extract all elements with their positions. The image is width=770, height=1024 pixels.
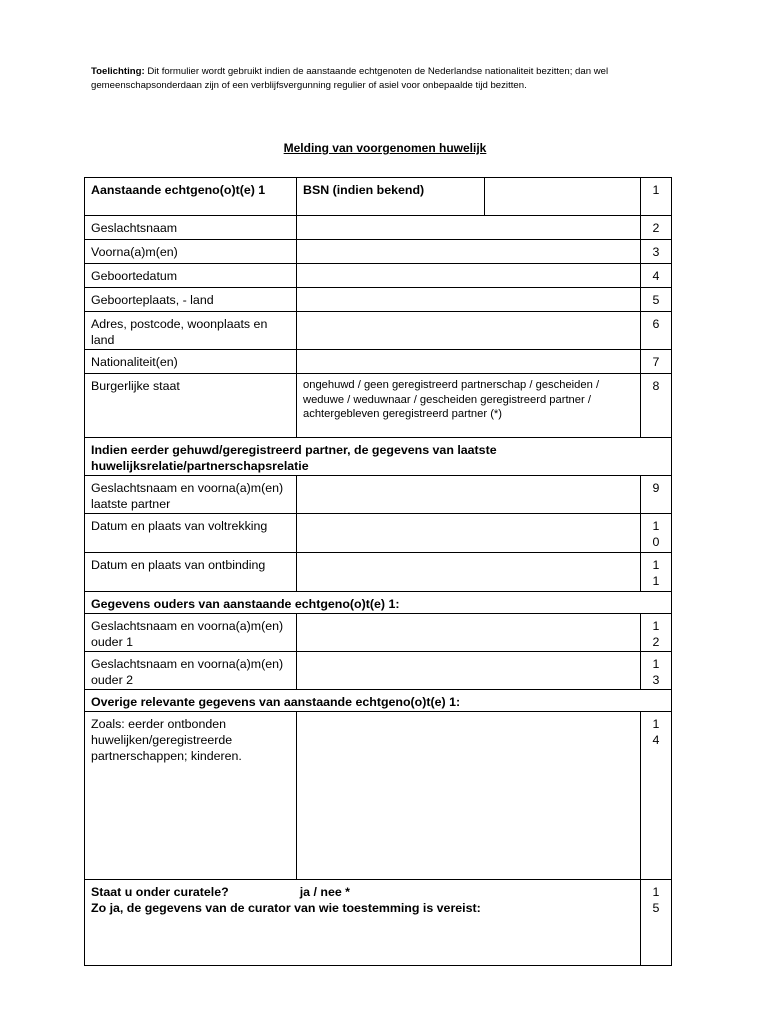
table-row-birthplace (85, 288, 672, 312)
dissolution-date-field[interactable] (297, 553, 641, 592)
section-other-heading: Overige relevante gegevens van aanstaande echtgeno(o)t(e) 1: (85, 690, 672, 712)
bsn-field[interactable] (485, 178, 641, 216)
surname-field[interactable] (297, 216, 641, 240)
row-number: 12 (641, 614, 672, 652)
row-number: 2 (641, 216, 672, 240)
parent-1-field[interactable] (297, 614, 641, 652)
section-parents-heading-row (85, 592, 672, 614)
row-number: 10 (641, 514, 672, 553)
nationality-label: Nationaliteit(en) (85, 350, 297, 374)
curatele-question: Staat u onder curatele? (91, 885, 229, 899)
intro-note (91, 65, 691, 93)
spouse-header-label: Aanstaande echtgeno(o)t(e) 1 (85, 178, 297, 216)
row-number: 4 (641, 264, 672, 288)
marriage-form-table (84, 177, 672, 966)
row-number: 7 (641, 350, 672, 374)
row-number: 1 (641, 178, 672, 216)
table-row-parent-2 (85, 652, 672, 690)
intro-text: Dit formulier wordt gebruikt indien de aanstaande echtgenoten de Nederlandse nationaliteit bezitten; dan wel gemeenschapsonderdaan zijn of een verblijfsvergunning regulier of asiel voor onbepaalde tijd bezitten. (91, 66, 609, 91)
last-partner-label: Geslachtsnaam en voorna(a)m(en) laatste partner (85, 476, 297, 514)
address-field[interactable] (297, 312, 641, 350)
birthplace-field[interactable] (297, 288, 641, 312)
table-row-address (85, 312, 672, 350)
section-previous-heading: Indien eerder gehuwd/geregistreerd partner, de gegevens van laatste huwelijksrelatie/partnerschapsrelatie (85, 438, 672, 476)
table-row-parent-1 (85, 614, 672, 652)
row-number: 14 (641, 712, 672, 880)
table-row-last-partner (85, 476, 672, 514)
table-row-surname (85, 216, 672, 240)
intro-label: Toelichting: (91, 66, 145, 77)
civil-status-options[interactable]: ongehuwd / geen geregistreerd partnerschap / gescheiden / weduwe / weduwnaar / gescheiden geregistreerd partner / achtergebleven geregistreerd partner (*) (297, 374, 641, 438)
table-row-other-info (85, 712, 672, 880)
table-row-dissolution-date (85, 553, 672, 592)
row-number: 5 (641, 288, 672, 312)
table-row-marriage-date (85, 514, 672, 553)
curatele-followup: Zo ja, de gegevens van de curator van wie toestemming is vereist: (91, 901, 481, 915)
nationality-field[interactable] (297, 350, 641, 374)
parent-2-field[interactable] (297, 652, 641, 690)
firstnames-field[interactable] (297, 240, 641, 264)
section-parents-heading: Gegevens ouders van aanstaande echtgeno(o)t(e) 1: (85, 592, 672, 614)
last-partner-field[interactable] (297, 476, 641, 514)
row-number: 3 (641, 240, 672, 264)
parent-1-label: Geslachtsnaam en voorna(a)m(en) ouder 1 (85, 614, 297, 652)
table-row-birthdate (85, 264, 672, 288)
row-number: 11 (641, 553, 672, 592)
row-number: 15 (641, 880, 672, 966)
address-label: Adres, postcode, woonplaats en land (85, 312, 297, 350)
table-row-civil-status (85, 374, 672, 438)
row-number: 13 (641, 652, 672, 690)
civil-status-label: Burgerlijke staat (85, 374, 297, 438)
curatele-answer[interactable]: ja / nee * (299, 885, 350, 899)
parent-2-label: Geslachtsnaam en voorna(a)m(en) ouder 2 (85, 652, 297, 690)
surname-label: Geslachtsnaam (85, 216, 297, 240)
marriage-date-label: Datum en plaats van voltrekking (85, 514, 297, 553)
other-info-label: Zoals: eerder ontbonden huwelijken/geregistreerde partnerschappen; kinderen. (85, 712, 297, 880)
dissolution-date-label: Datum en plaats van ontbinding (85, 553, 297, 592)
marriage-date-field[interactable] (297, 514, 641, 553)
curatele-cell[interactable] (85, 880, 641, 966)
birthdate-label: Geboortedatum (85, 264, 297, 288)
birthdate-field[interactable] (297, 264, 641, 288)
section-other-heading-row (85, 690, 672, 712)
page-title: Melding van voorgenomen huwelijk (283, 141, 487, 155)
birthplace-label: Geboorteplaats, - land (85, 288, 297, 312)
firstnames-label: Voorna(a)m(en) (85, 240, 297, 264)
other-info-field[interactable] (297, 712, 641, 880)
section-previous-heading-row (85, 438, 672, 476)
bsn-label: BSN (indien bekend) (297, 178, 485, 216)
row-number: 6 (641, 312, 672, 350)
table-row-curatele (85, 880, 672, 966)
table-row-header (85, 178, 672, 216)
row-number: 9 (641, 476, 672, 514)
table-row-nationality (85, 350, 672, 374)
table-row-firstnames (85, 240, 672, 264)
row-number: 8 (641, 374, 672, 438)
